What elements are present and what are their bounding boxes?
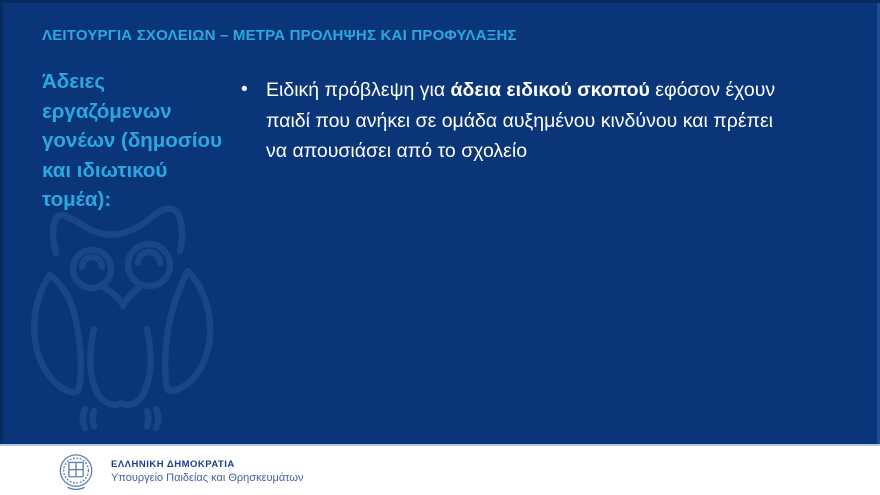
bullet-item <box>241 75 781 167</box>
slide-header-title: ΛΕΙΤΟΥΡΓΙΑ ΣΧΟΛΕΙΩΝ – ΜΕΤΡΑ ΠΡΟΛΗΨΗΣ ΚΑΙ ΠΡΟΦΥΛΑΞΗΣ <box>42 27 517 44</box>
sidebar-heading: Άδειες εργαζόμενων γονέων (δημοσίου και ιδιωτικού τομέα): <box>42 70 223 211</box>
bullet-text: Ειδική πρόβλεψη για άδεια ειδικού σκοπού εφόσον έχουν παιδί που ανήκει σε ομάδα αυξημένου κινδύνου και πρέπει να απουσιάσει από το σχολείο <box>266 79 776 162</box>
footer-org-title: ΕΛΛΗΝΙΚΗ ΔΗΜΟΚΡΑΤΙΑ <box>111 459 235 470</box>
slide-footer <box>0 448 880 495</box>
greek-state-emblem-icon <box>56 452 98 492</box>
owl-outline-icon <box>28 203 218 438</box>
footer-ministry-subtitle: Υπουργείο Παιδείας και Θρησκευμάτων <box>111 472 304 484</box>
footer-text-block <box>111 459 303 484</box>
bullet-marker: • <box>241 79 248 100</box>
